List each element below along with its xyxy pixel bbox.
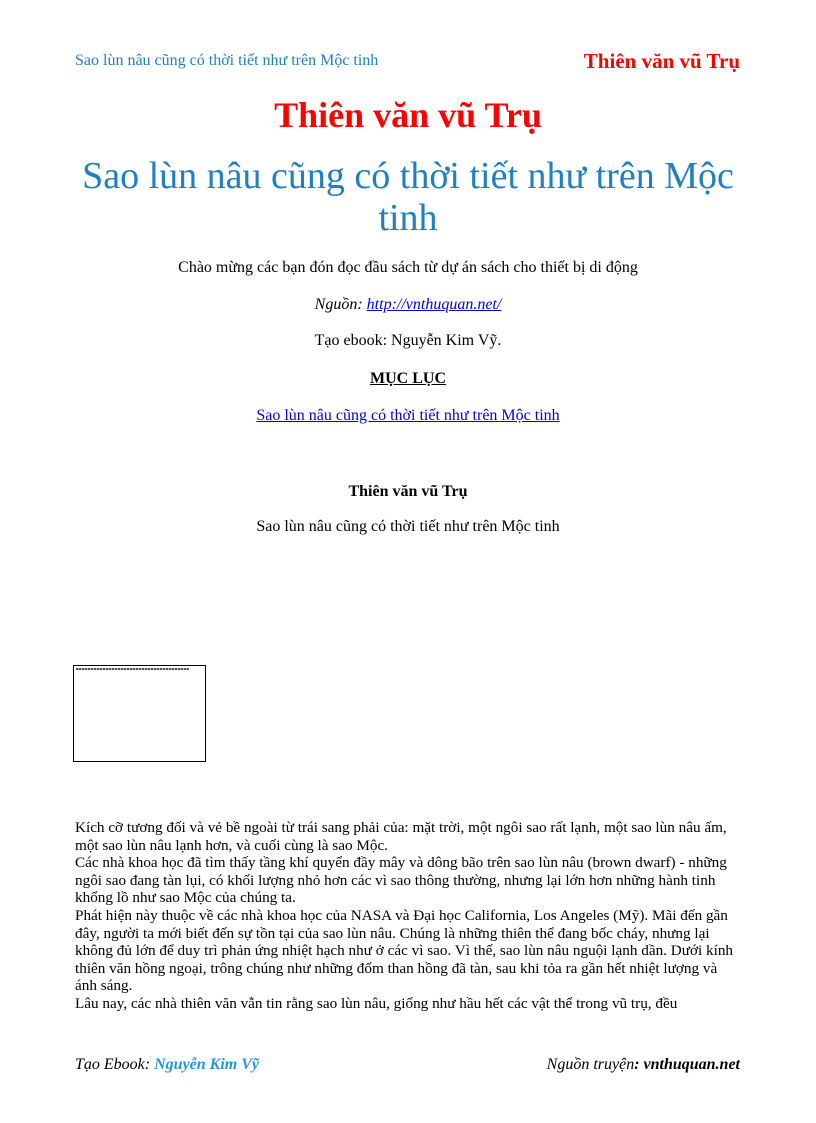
section-title: Thiên văn vũ Trụ <box>348 483 468 500</box>
footer-ebook-author: Nguyễn Kim Vỹ <box>154 1056 259 1073</box>
footer-source-site: vnthuquan.net <box>643 1056 740 1073</box>
body-paragraph: Kích cỡ tương đối và vẻ bề ngoài từ trái sang phải của: mặt trời, một ngôi sao rất lạnh, một sao lùn nâu ấm, một sao lùn nâu lạnh hơn, và cuối cùng là sao Mộc. <box>75 819 727 854</box>
footer-sep: : <box>634 1056 644 1073</box>
image-placeholder-strip <box>76 668 189 670</box>
footer-left <box>75 1056 259 1074</box>
body-paragraph: Lâu nay, các nhà thiên văn vẫn tin rằng sao lùn nâu, giống như hầu hết các vật thể trong vũ trụ, đều <box>75 994 678 1012</box>
footer-sep: : <box>144 1056 155 1073</box>
source-link[interactable]: http://vnthuquan.net/ <box>366 296 502 313</box>
source-label: Nguồn: <box>314 296 367 313</box>
running-header-left: Sao lùn nâu cũng có thời tiết như trên Mộc tinh <box>75 52 379 69</box>
footer-source-label: Nguồn truyện <box>546 1056 635 1073</box>
page-title: Thiên văn vũ Trụ <box>274 95 542 135</box>
source-line <box>0 296 816 314</box>
footer-right <box>547 1056 740 1074</box>
ebook-credit: Tạo ebook: Nguyễn Kim Vỹ. <box>314 332 502 349</box>
article-body <box>75 819 741 1013</box>
page-subtitle: Sao lùn nâu cũng có thời tiết như trên Mộc tinh <box>82 155 734 239</box>
article-image <box>73 665 206 762</box>
toc-item-link[interactable]: Sao lùn nâu cũng có thời tiết như trên Mộc tinh <box>256 407 560 424</box>
body-paragraph: Phát hiện này thuộc về các nhà khoa học của NASA và Đại học California, Los Angeles (Mỹ). Mãi đến gần đây, người ta mới biết đến sự tồn tại của sao lùn nâu. Chúng là những thiên thể đang bốc cháy, nhưng lại không đủ lớn để duy trì phản ứng nhiệt hạch như ở các vì sao. Vì thế, sao lùn nâu nguội lạnh dần. Dưới kính thiên văn hồng ngoại, trông chúng như những đốm than hồng đã tàn, sau khi tỏa ra gần hết nhiệt lượng và ánh sáng. <box>75 906 734 995</box>
toc-heading: MỤC LỤC <box>370 370 446 387</box>
footer-ebook-label: Tạo Ebook <box>75 1056 145 1073</box>
body-paragraph: Các nhà khoa học đã tìm thấy tầng khí quyển đầy mây và dông bão trên sao lùn nâu (brown dwarf) - những ngôi sao đang tàn lụi, có khối lượng nhỏ hơn các vì sao thông thường, nhưng lại lớn hơn những hành tinh khổng lồ như sao Mộc của chúng ta. <box>75 854 727 907</box>
section-subtitle: Sao lùn nâu cũng có thời tiết như trên Mộc tinh <box>256 518 560 535</box>
welcome-text: Chào mừng các bạn đón đọc đầu sách từ dự án sách cho thiết bị di động <box>178 259 638 276</box>
running-header-right: Thiên văn vũ Trụ <box>583 49 740 73</box>
